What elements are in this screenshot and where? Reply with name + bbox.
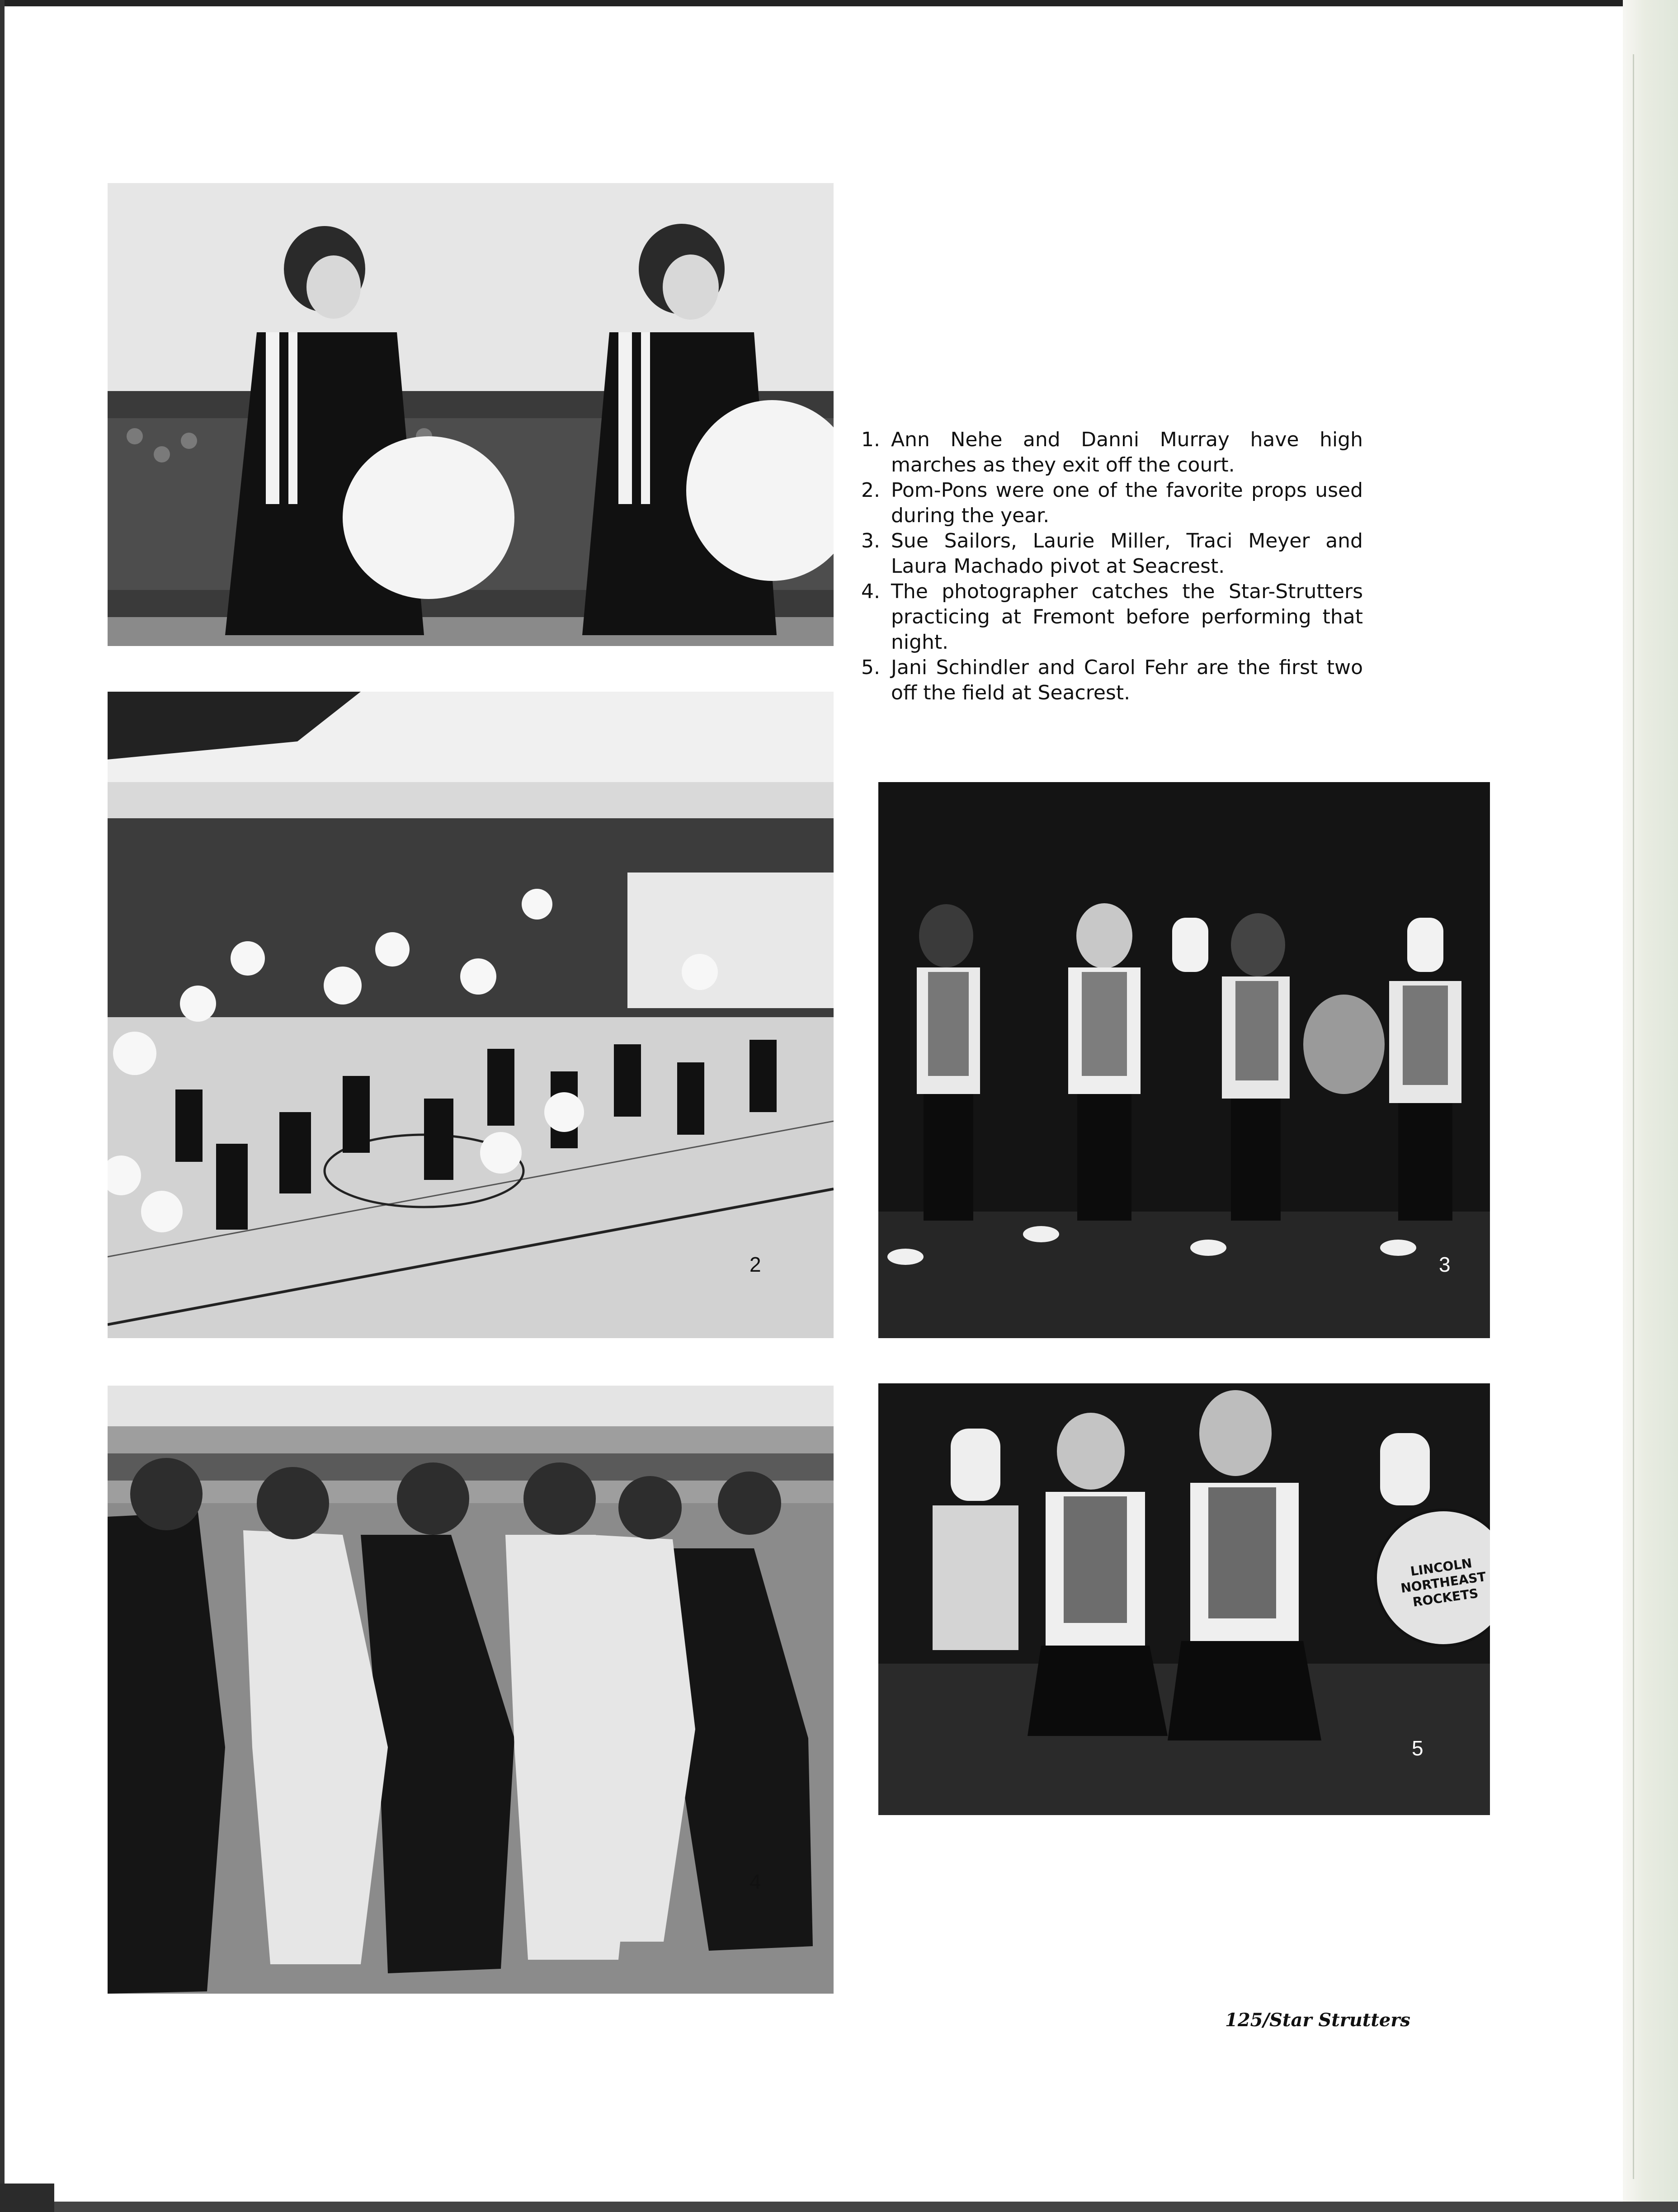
- caption-4: [861, 579, 1363, 655]
- caption-text: Sue Sailors, Laurie Miller, Traci Meyer and Laura Machado pivot at Seacrest.: [891, 529, 1363, 578]
- caption-text: Jani Schindler and Carol Fehr are the first two off the field at Seacrest.: [891, 656, 1363, 704]
- page-folio: 125/Star Strutters: [1225, 2009, 1410, 2031]
- photo-1-pom-pon-girls: [108, 183, 834, 646]
- caption-text: Ann Nehe and Danni Murray have high marches as they exit off the court.: [891, 428, 1363, 476]
- drum-lettering: LINCOLN NORTHEAST ROCKETS: [1400, 1555, 1487, 1610]
- caption-number: 2.: [861, 479, 880, 502]
- photo-3-marching-line: [878, 782, 1490, 1338]
- page-border-top: [0, 0, 1678, 6]
- caption-number: 4.: [861, 580, 880, 603]
- caption-text: Pom-Pons were one of the favorite props used during the year.: [891, 479, 1363, 527]
- photo-captions: [861, 427, 1363, 706]
- photo-number-4: 4: [749, 1870, 761, 1893]
- photo-number-5: 5: [1412, 1736, 1423, 1760]
- caption-number: 1.: [861, 428, 880, 451]
- photo-5-leaving-field: [878, 1383, 1490, 1815]
- caption-number: 5.: [861, 656, 880, 679]
- caption-1: [861, 427, 1363, 478]
- page-edge-right: [1623, 0, 1678, 2212]
- caption-number: 3.: [861, 529, 880, 552]
- page-border-bottom: [0, 2202, 1678, 2212]
- caption-5: [861, 655, 1363, 706]
- photo-2-gym-performance: [108, 692, 834, 1338]
- caption-3: [861, 528, 1363, 579]
- binding-line: [1633, 54, 1634, 2179]
- photo-4-practice-at-fremont: [108, 1386, 834, 1994]
- caption-text: The photographer catches the Star-Strutters practicing at Fremont before performing that night.: [891, 580, 1363, 654]
- page-border-left: [0, 0, 5, 2212]
- corner-tab: [0, 2184, 54, 2212]
- photo-number-2: 2: [749, 1253, 761, 1276]
- caption-2: [861, 478, 1363, 528]
- photo-number-3: 3: [1439, 1253, 1451, 1276]
